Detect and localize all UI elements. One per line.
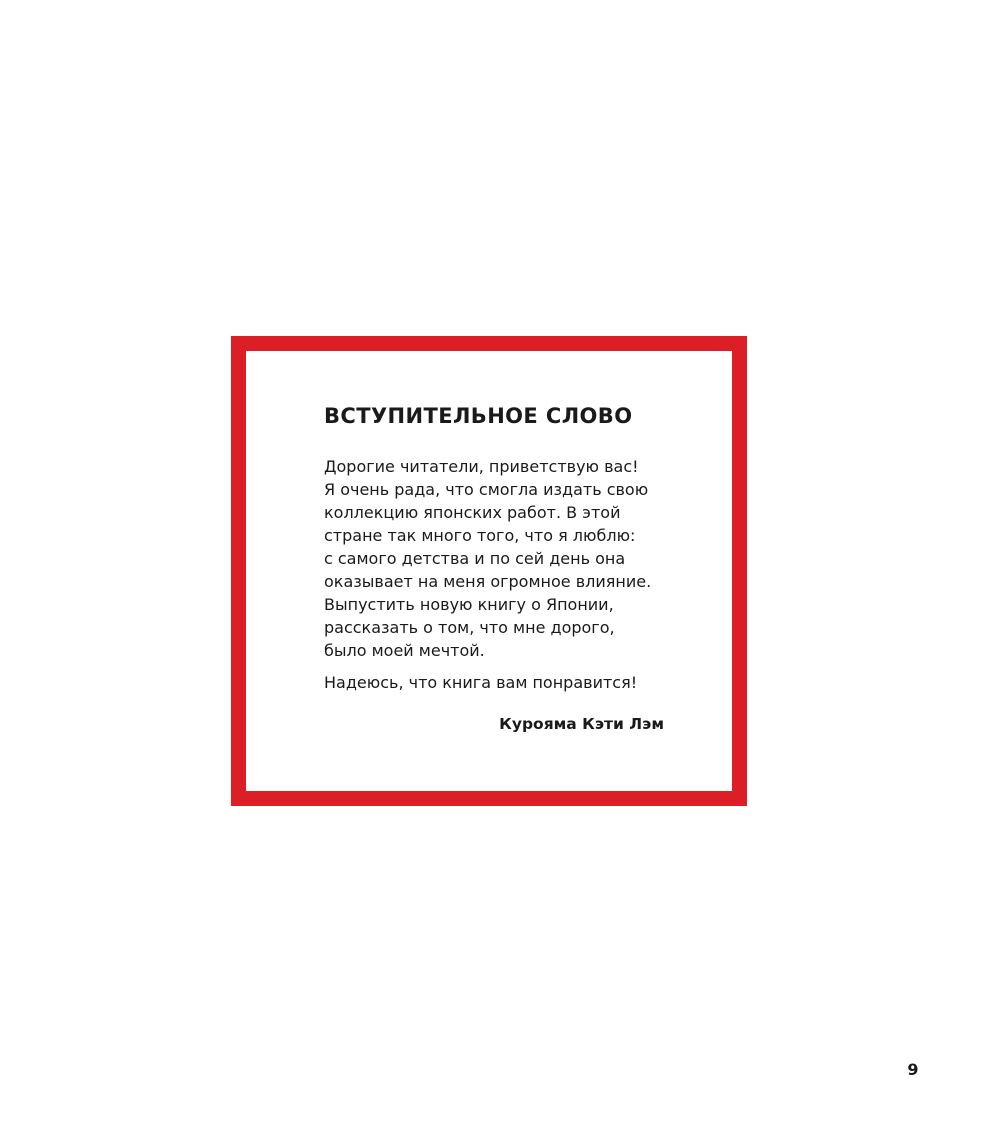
paragraph-line: Дорогие читатели, приветствую вас!: [324, 457, 639, 476]
foreword-content: [324, 401, 664, 735]
paragraph-line: стране так много того, что я люблю:: [324, 526, 636, 545]
foreword-frame: [231, 336, 747, 806]
paragraph-line: рассказать о том, что мне дорого,: [324, 618, 615, 637]
paragraph-line: с самого детства и по сей день она: [324, 549, 626, 568]
author-signature: Курояма Кэти Лэм: [499, 715, 664, 733]
foreword-title: ВСТУПИТЕЛЬНОЕ СЛОВО: [324, 404, 633, 428]
paragraph-line: было моей мечтой.: [324, 641, 485, 660]
foreword-paragraph: [324, 455, 664, 662]
closing-line: Надеюсь, что книга вам понравится!: [324, 673, 638, 692]
paragraph-line: коллекцию японских работ. В этой: [324, 503, 621, 522]
page-number: 9: [907, 1060, 919, 1079]
paragraph-line: оказывает на меня огромное влияние.: [324, 572, 652, 591]
paragraph-line: Я очень рада, что смогла издать свою: [324, 480, 649, 499]
paragraph-line: Выпустить новую книгу о Японии,: [324, 595, 614, 614]
